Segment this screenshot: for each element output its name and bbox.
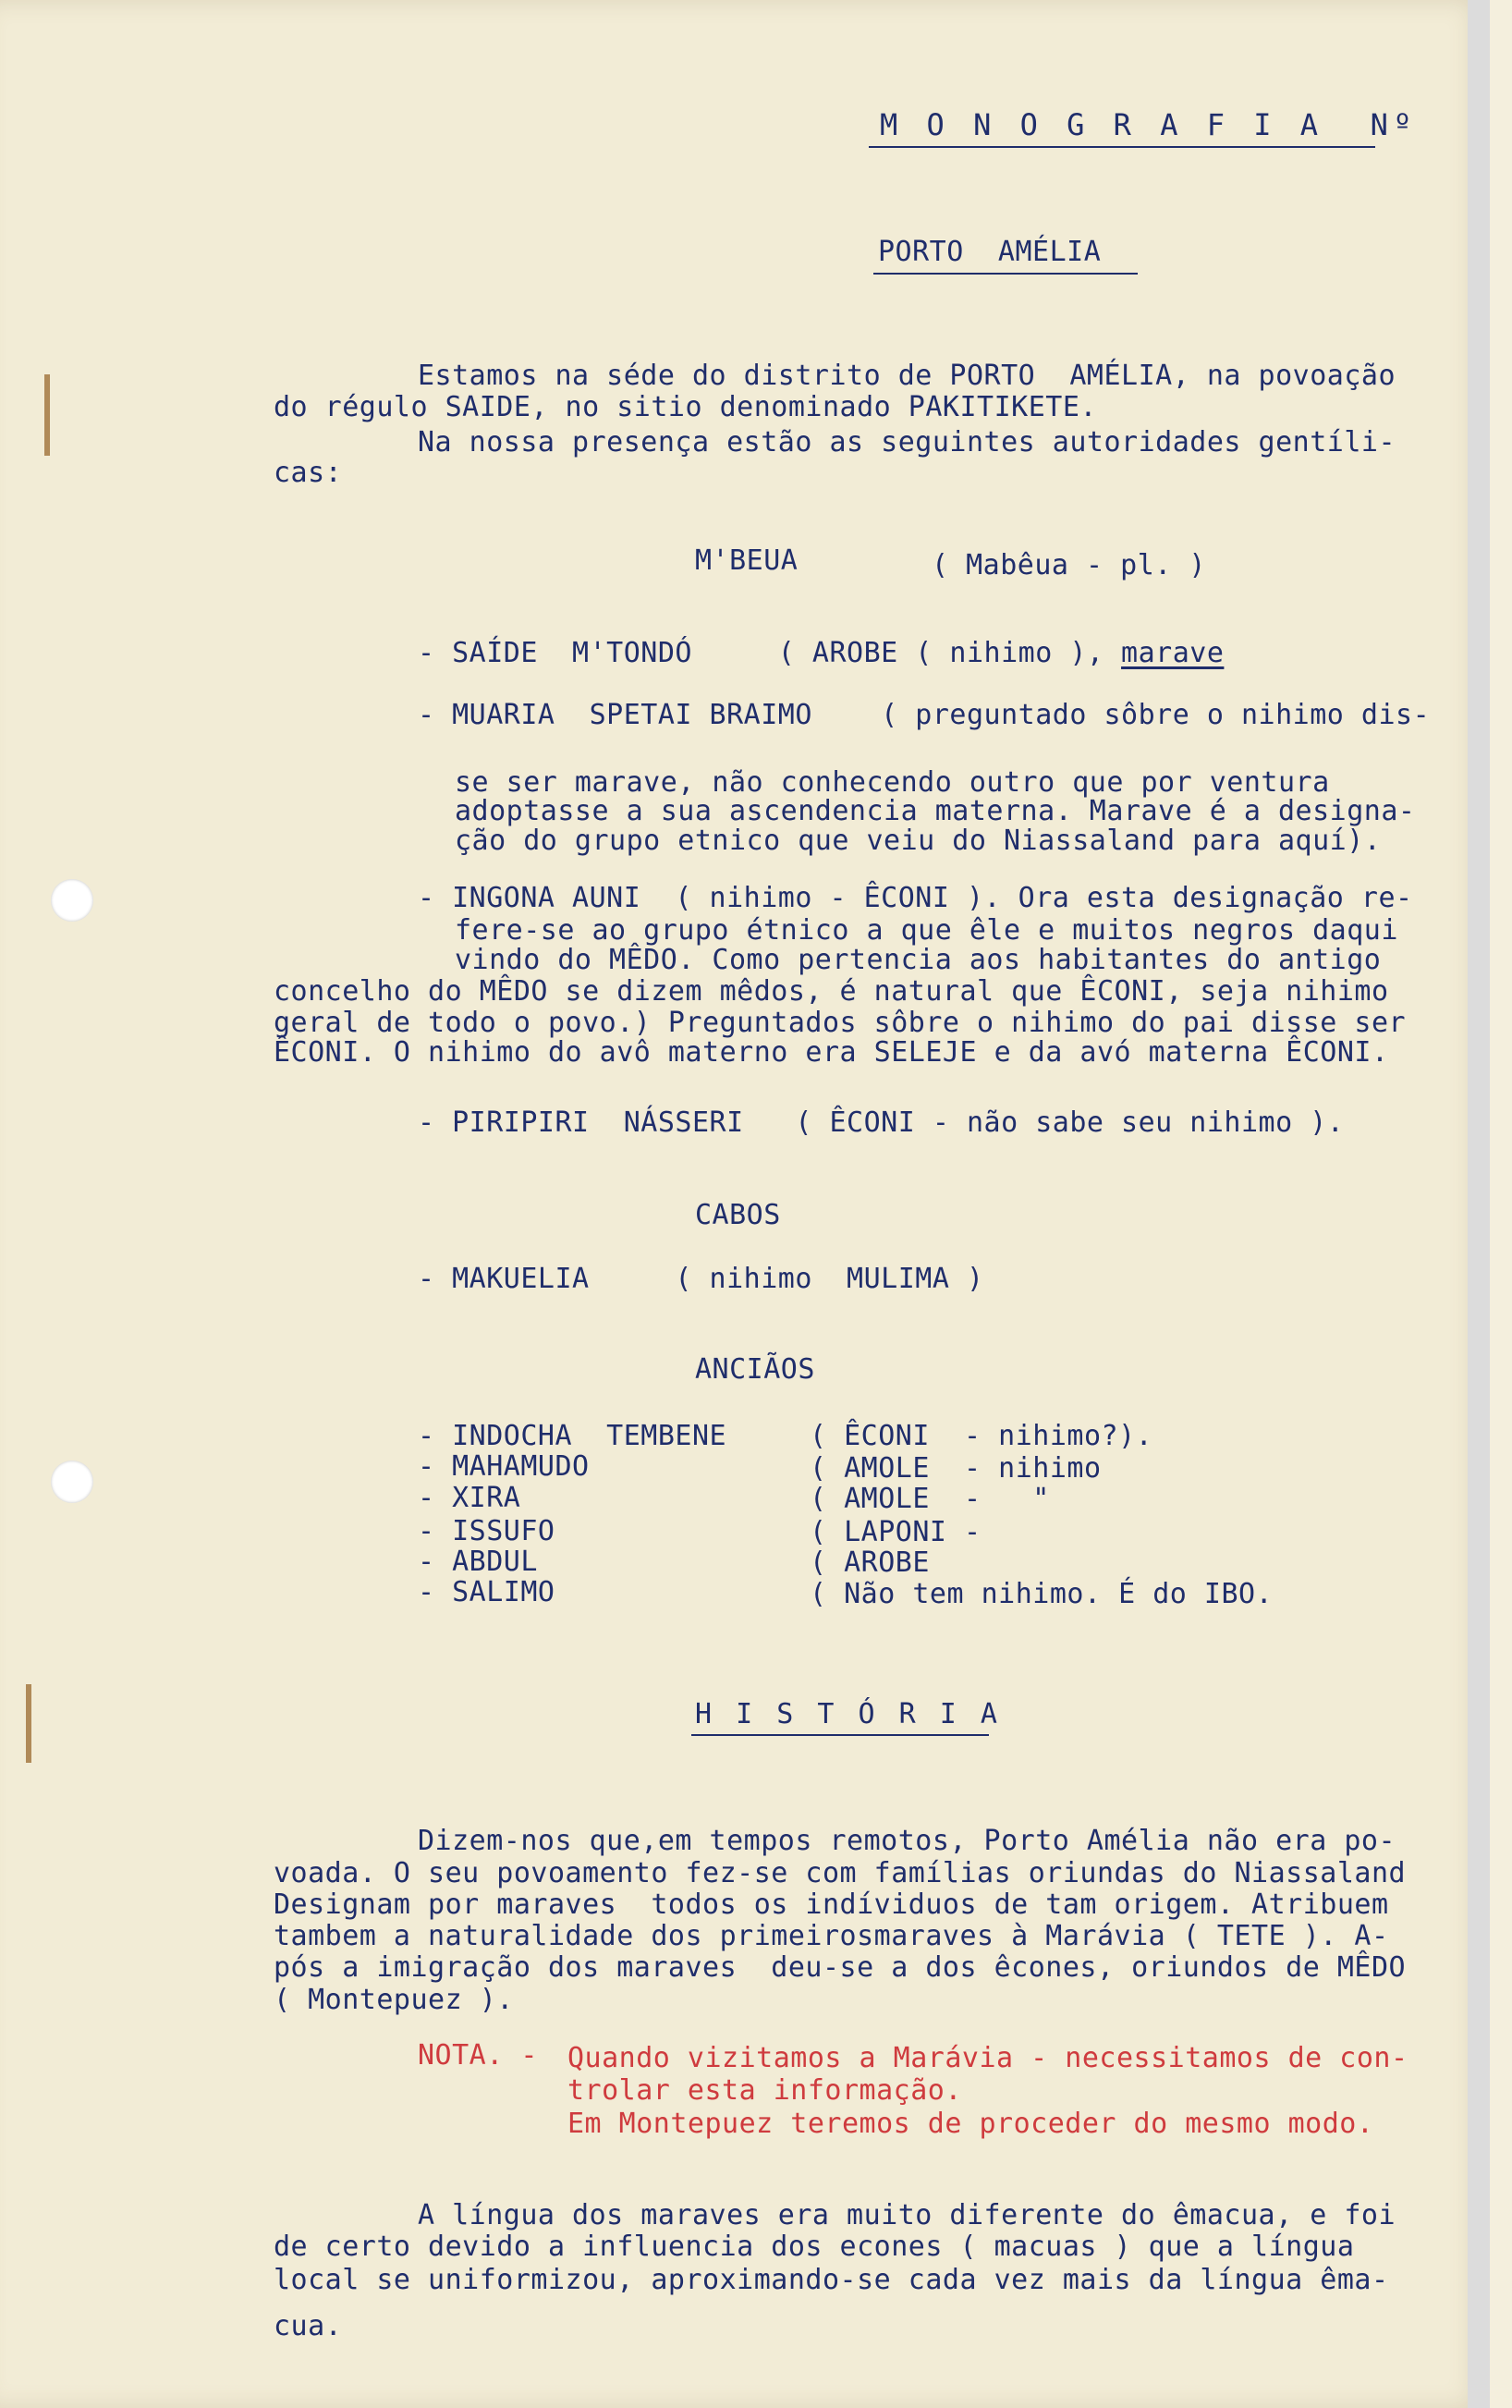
historia-p1-line: pós a imigração dos maraves deu-se a dos êcones, oriundos de MÊDO bbox=[274, 1951, 1407, 1984]
intro-line: cas: bbox=[274, 457, 343, 489]
historia-p2-line: de certo devido a influencia dos econes ( macuas ) que a língua bbox=[274, 2231, 1355, 2263]
ancioes-name: - SALIMO bbox=[418, 1576, 555, 1608]
intro-line: do régulo SAIDE, no sitio denominado PAKITIKETE. bbox=[274, 391, 1097, 423]
mbeua-heading: M'BEUA bbox=[695, 544, 799, 577]
historia-p2-line: cua. bbox=[274, 2310, 343, 2342]
muaria-cont: se ser marave, não conhecendo outro que por ventura bbox=[455, 766, 1330, 799]
ingona-line: fere-se ao grupo étnico a que êle e muitos negros daqui bbox=[455, 914, 1398, 947]
ancioes-heading: ANCIÃOS bbox=[695, 1353, 815, 1386]
monograph-title: M O N O G R A F I A Nº bbox=[880, 107, 1418, 142]
ancioes-note: ( AROBE bbox=[810, 1546, 930, 1579]
ancioes-note: ( AMOLE - " bbox=[810, 1483, 1050, 1515]
ancioes-name: - ABDUL bbox=[418, 1546, 538, 1578]
entry-text: - SAÍDE M'TONDÓ ( AROBE ( nihimo ), bbox=[418, 637, 1122, 669]
nota-line: Quando vizitamos a Marávia - necessitamos de con- bbox=[567, 2042, 1408, 2074]
historia-heading: H I S T Ó R I A bbox=[695, 1698, 1001, 1730]
mbeua-plural: ( Mabêua - pl. ) bbox=[932, 549, 1206, 581]
page-edge bbox=[1468, 0, 1490, 2408]
ancioes-note: ( Não tem nihimo. É do IBO. bbox=[810, 1578, 1274, 1610]
ancioes-note: ( AMOLE - nihimo bbox=[810, 1452, 1102, 1485]
historia-p1-line: Designam por maraves todos os indíviduos de tam origem. Atribuem bbox=[274, 1889, 1389, 1921]
ancioes-note: ( LAPONI - bbox=[810, 1516, 982, 1548]
historia-p2-line: local se uniformizou, aproximando-se cada vez mais da língua êma- bbox=[274, 2264, 1389, 2296]
ingona-line: geral de todo o povo.) Preguntados sôbre o nihimo do pai disse ser bbox=[274, 1007, 1407, 1039]
place-underline bbox=[873, 273, 1138, 275]
intro-line: Na nossa presença estão as seguintes autoridades gentíli- bbox=[418, 426, 1396, 458]
historia-p2-line: A língua dos maraves era muito diferente do êmacua, e foi bbox=[418, 2199, 1396, 2231]
ingona-line: vindo do MÊDO. Como pertencia aos habitantes do antigo bbox=[455, 944, 1382, 976]
historia-p1-line: ( Montepuez ). bbox=[274, 1984, 514, 2016]
entry-saide bbox=[418, 638, 1224, 669]
punch-hole bbox=[51, 879, 93, 922]
intro-line: Estamos na séde do distrito de PORTO AMÉLIA, na povoação bbox=[418, 360, 1396, 392]
nota-line: Em Montepuez teremos de proceder do mesmo modo. bbox=[567, 2108, 1374, 2140]
ingona-line: concelho do MÊDO se dizem mêdos, é natural que ÊCONI, seja nihimo bbox=[274, 975, 1389, 1008]
ancioes-name: - MAHAMUDO bbox=[418, 1450, 590, 1483]
punch-hole bbox=[51, 1461, 93, 1503]
muaria-cont: ção do grupo etnico que veiu do Niassaland para aquí). bbox=[455, 825, 1382, 857]
historia-p1-line: voada. O seu povoamento fez-se com famílias oriundas do Niassaland bbox=[274, 1857, 1407, 1889]
ancioes-note: ( ÊCONI - nihimo?). bbox=[810, 1420, 1153, 1452]
muaria-cont: adoptasse a sua ascendencia materna. Marave é a designa- bbox=[455, 795, 1416, 827]
title-underline bbox=[869, 146, 1375, 148]
ancioes-name: - INDOCHA TEMBENE bbox=[418, 1420, 727, 1452]
rust-mark bbox=[44, 374, 50, 456]
entry-muaria: - MUARIA SPETAI BRAIMO ( preguntado sôbre o nihimo dis- bbox=[418, 699, 1431, 731]
ancioes-name: - XIRA bbox=[418, 1482, 521, 1514]
entry-marave: marave bbox=[1121, 637, 1225, 669]
historia-p1-line: tambem a naturalidade dos primeirosmaraves à Marávia ( TETE ). A- bbox=[274, 1920, 1389, 1952]
entry-piripiri: - PIRIPIRI NÁSSERI ( ÊCONI - não sabe seu nihimo ). bbox=[418, 1106, 1345, 1139]
rust-mark bbox=[26, 1684, 31, 1763]
ingona-line: - INGONA AUNI ( nihimo - ÊCONI ). Ora esta designação re- bbox=[418, 882, 1413, 914]
ingona-line: ÊCONI. O nihimo do avô materno era SELEJE e da avó materna ÊCONI. bbox=[274, 1036, 1389, 1069]
historia-p1-line: Dizem-nos que,em tempos remotos, Porto Amélia não era po- bbox=[418, 1825, 1396, 1857]
entry-makuelia: - MAKUELIA ( nihimo MULIMA ) bbox=[418, 1263, 984, 1295]
nota-label: NOTA. - bbox=[418, 2039, 538, 2072]
cabos-heading: CABOS bbox=[695, 1199, 781, 1231]
nota-line: trolar esta informação. bbox=[567, 2074, 962, 2107]
historia-underline bbox=[691, 1734, 989, 1736]
ancioes-name: - ISSUFO bbox=[418, 1515, 555, 1547]
place-title: PORTO AMÉLIA bbox=[878, 236, 1102, 268]
